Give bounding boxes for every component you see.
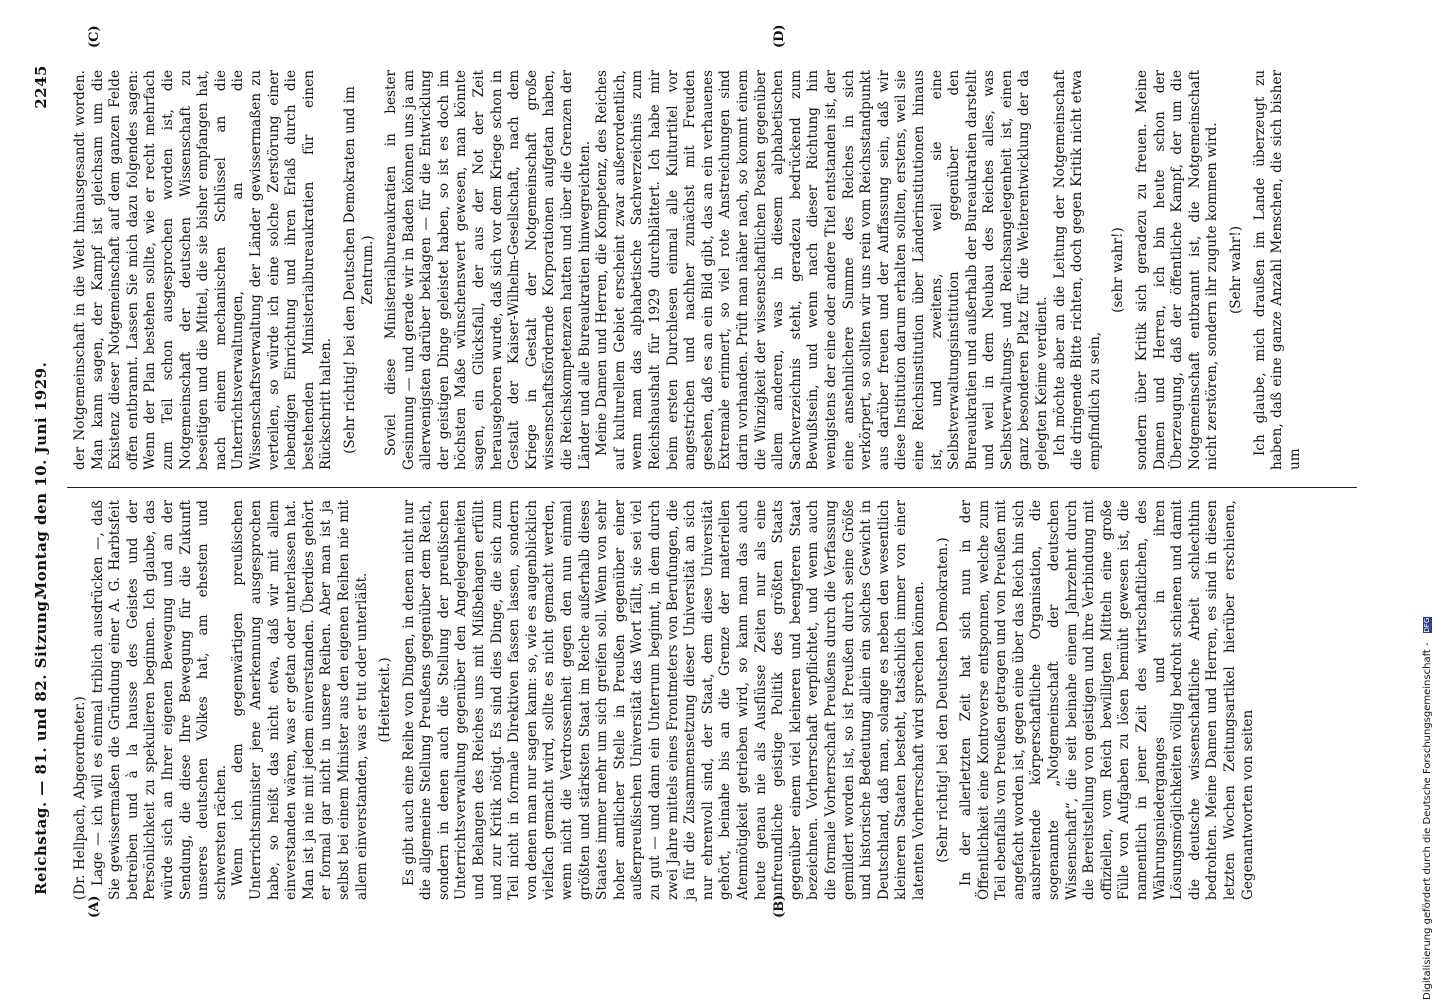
- interjection: (Heiterkeit.): [377, 657, 394, 743]
- margin-marker-d: (D): [772, 24, 787, 48]
- page-title: Reichstag. — 81. und 82. Sitzung.: [32, 594, 50, 895]
- page-header: [32, 65, 60, 895]
- dfg-logo: DFG: [1422, 617, 1431, 633]
- paragraph: der Notgemeinschaft in die Welt hinausgesandt worden. Man kann sagen, der Kampf ist gleichsam um die Existenz dieser Notgemeinschaft auf dem ganzen Felde offen entbrannt. Lassen Sie mich dazu folgendes sagen: Wenn der Plan bestehen sollte, wie er recht mehrfach zum Teil schon ausgesprochen worden ist, die Notgemeinschaft der deutschen Wissenschaft zu beseitigen und die Mittel, die sie bisher empfangen hat, nach einem mechanischen Schlüssel an die Unterrichtsverwaltungen, an die Wissenschaftsverwaltung der Länder gewissermaßen zu verteilen, so würde ich eine solche Zerstörung einer lebendigen Einrichtung und ihren Erlaß durch die bestehenden Ministerialbureaukratien für einen Rückschritt halten.: [72, 70, 335, 470]
- page-date: Montag den 10. Juni 1929.: [32, 361, 50, 599]
- interjection: (sehr wahr!): [1110, 227, 1127, 313]
- paragraph: Soviel diese Ministerialbureaukratien in bester Gesinnung — und gerade wir in Baden können uns ja am allerwenigsten darüber beklagen — für die Entwicklung der geistigen Dinge geleistet haben, so ist es doch im höchsten Maße wünschenswert gewesen, man könnte sagen, ein Glücksfall, der aus der Not der Zeit herausgeboren wurde, daß sich vor dem Kriege schon in Gestalt der Kaiser-Wilhelm-Gesellschaft, nach dem Kriege in Gestalt der Notgemeinschaft große wissenschaftsfördernde Korporationen aufgetan haben, die Reichskompetenzen hatten und über die Grenzen der Länder und alle Bureaukratien hinwegreichten.: [383, 70, 593, 470]
- paragraph: In der allerletzten Zeit hat sich nun in der Öffentlichkeit eine Kontroverse entsponnen, welche zum Teil ebenfalls von Preußen getragen und von Preußen mit angefacht worden ist, gegen eine über das Reich hin sich ausbreitende körperschaftliche Organisation, die sogenannte „Notgemeinschaft der deutschen Wissenschaft“, die seit beinahe einem Jahrzehnt durch die Bereitstellung von geistigen und ihre Verbindung mit offiziellen, vom Reich bewilligten Mitteln eine große Fülle von Aufgaben zu lösen bemüht gewesen ist, die namentlich in jener Zeit des wirtschaftlichen, des Währungsniederganges und in ihren Lösungsmöglichkeiten völlig bedroht schienen und damit die deutsche wissenschaftliche Arbeit schlechthin bedrohten. Meine Damen und Herren, es sind in diesen letzten Wochen Zeitungsartikel hierüber erschienen, Gegenantworten von seiten: [958, 500, 1256, 900]
- interjection: (Sehr richtig! bei den Deutschen Demokraten.): [934, 537, 951, 863]
- paragraph: Meine Damen und Herren, die Kompetenz, des Reiches auf kulturellem Gebiet erscheint zwar außerordentlich, wenn man das alphabetische Sachverzeichnis zum Reichshaushalt für 1929 durchblättert. Ich habe mir beim ersten Durchlesen einmal alle Kulturtitel vor angestrichen und nachher zunächst mit Freuden gesehen, daß es an ein Bild gibt, das an ein verhauenes Extremale erinnert, so viel rote Anstreichungen sind darin vorhanden. Prüft man näher nach, so kommt einem die Winzigkeit der wissenschaftlichen Posten gegenüber allem anderen, was in diesem alphabetischen Sachverzeichnis steht, geradezu bedrückend zum Bewußtsein, und wenn nach dieser Richtung hin wenigstens der eine oder andere Titel entstanden ist, der eine ansehnlichere Summe des Reiches in sich verkörpert, so sollten wir uns rein vom Reichsstandpunkt aus darüber freuen und der Auffassung sein, daß wir diese Institution darum erhalten sollten, erstens, weil sie eine Reichsinstitution über Länderinstitutionen hinaus ist, und zweitens, weil sie eine Selbstverwaltungsinstitution gegenüber den Bureaukratien und außerhalb der Bureaukratien darstellt und weil in dem Neubau des Reiches alles, was Selbstverwaltungs- und Reichsangelegenheit ist, einen ganz besonderen Platz für die Weiterentwicklung der da gelegten Keime verdient.: [594, 70, 1051, 470]
- speaker-line: (Dr. Hellpach, Abgeordneter.): [72, 696, 88, 900]
- left-column: [72, 500, 1257, 900]
- paragraph: Wenn ich dem gegenwärtigen preußischen Unterrichtsminister jene Anerkennung ausgesprochen habe, so heißt das nicht etwa, daß wir mit allem einverstanden wären, was er getan oder unterlassen hat. Man ist ja nie mit jedem einverstanden. Überdies gehört er formal gar nicht in unsere Reihen. Aber man ist ja selbst bei einem Minister aus den eigenen Reihen nie mit allem einverstanden, was er tut oder unterläßt.: [230, 500, 370, 900]
- paragraph: Lage — ich will es einmal triblich ausdrücken —, daß Sie gewissermaßen die Gründung einer A. G. Harbtsfeit betreiben und à la hausse des Geistes und der Persönlichkeit zu spekulieren beginnen. Ich glaube, das würde sich an Ihrer eigenen Bewegung und an der Sendung, die diese Ihre Bewegung für die Zukunft unseres deutschen Volkes hat, am ehesten und schwersten rächen.: [89, 500, 229, 900]
- page-number: 2245: [32, 65, 50, 109]
- paragraph: Es gibt auch eine Reihe von Dingen, in denen nicht nur die allgemeine Stellung Preußens gegenüber dem Reich, sondern in denen auch die Stellung der preußischen Unterrichtsverwaltung gegenüber den Angelegenheiten und Belangen des Reiches uns mit Mißbehagen erfüllt und zur Kritik nötigt. Es sind dies Dinge, die sich zum Teil nicht in formale Direktiven fassen lassen, sondern von denen man nur sagen kann: so, wie es augenblicklich vielfach gemacht wird, sollte es nicht gemacht werden, wenn nicht die Verdrossenheit gegen den nun einmal größten und stärksten Staat im Reiche außerhalb dieses Staates immer mehr um sich greifen soll. Wenn von sehr hoher amtlicher Stelle in Preußen gegenüber einer außerpreußischen Universität das Wort fällt, sie sei viel zu gut — und dann ein Unterrum beginnt, in dem durch zwei Jahre mittels eines Frontmeters von Berufungen, die ja für die Zusammensetzung dieser Universität an sich nur ehrenvoll sind, der Staat, dem diese Universität gehört, beinahe bis an die Grenze der materiellen Atemnötigkeit getrieben wird, so kann man das auch heute genau nie als Ausflüsse Zeiten nur als eine unfreundliche geistige Politik des größten Staats gegenüber einem viel kleineren und beengteren Staat bezeichnen. Vorherrschaft verpflichtet, und wenn auch die formale Vorherrschaft Preußens durch die Verfassung gemildert worden ist, so ist Preußen durch seine Größe und historische Bedeutung allein ein solches Gewicht in Deutschland, daß man, solange es neben den wesentlich kleineren Staaten besteht, tatsächlich immer von einer latenten Vorherrschaft wird sprechen können.: [400, 500, 927, 900]
- interjection: (Sehr wahr!): [1228, 226, 1244, 314]
- interjection: (Sehr richtig! bei den Deutschen Demokraten und im Zentrum.): [341, 86, 376, 454]
- footer-text: Digitalisierung gefördert durch die Deutsche Forschungsgemeinschaft -: [1422, 642, 1433, 1000]
- column-divider: [67, 487, 1357, 488]
- scanned-page: [12, 0, 1434, 1000]
- paragraph: Ich möchte aber an die Leitung der Notgemeinschaft die dringende Bitte richten, doch gegen Kritik nicht etwa empfindlich zu sein,: [1051, 70, 1103, 470]
- margin-marker-c: (C): [87, 25, 102, 48]
- margin-marker-a: (A): [87, 895, 102, 918]
- paragraph: Ich glaube, mich draußen im Lande überzeugt zu haben, daß eine ganze Anzahl Menschen, die sich bisher um: [1251, 70, 1303, 470]
- margin-marker-b: (B): [772, 894, 787, 918]
- right-column: [72, 70, 1304, 470]
- digitization-footer: [1422, 0, 1433, 1000]
- paragraph: sondern über Kritik sich geradezu zu freuen. Meine Damen und Herren, ich bin heute schon der Überzeugung, daß der öffentliche Kampf, der um die Notgemeinschaft entbrannt ist, die Notgemeinschaft nicht zerstören, sondern ihr zugute kommen wird.: [1134, 70, 1221, 470]
